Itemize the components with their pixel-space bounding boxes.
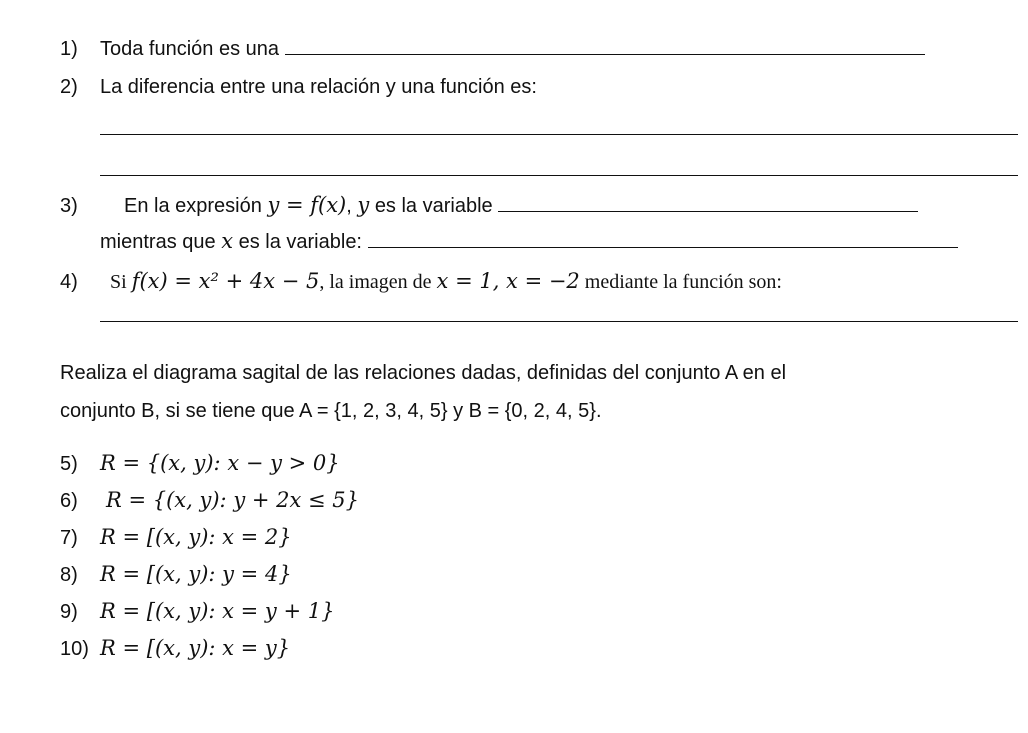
answer-blank[interactable]	[498, 193, 918, 212]
relation-number: 7)	[60, 527, 78, 549]
relation-item	[60, 450, 340, 477]
question-3	[60, 192, 918, 219]
relation-number: 5)	[60, 453, 78, 475]
answer-line[interactable]	[100, 175, 1018, 176]
question-text: ,	[346, 195, 352, 217]
answer-blank[interactable]	[368, 229, 958, 248]
relation-number: 9)	[60, 601, 78, 623]
relation-item	[60, 635, 290, 662]
question-1	[60, 36, 925, 62]
question-2	[60, 74, 537, 100]
answer-blank[interactable]	[285, 36, 925, 55]
math-variable: x	[221, 229, 234, 253]
question-text: es la variable	[374, 195, 493, 217]
relation-number: 10)	[60, 638, 89, 660]
relation-expression: R = [(x, y): x = 2}	[100, 525, 292, 549]
answer-line[interactable]	[100, 134, 1018, 135]
question-4	[60, 268, 782, 295]
question-text: La diferencia entre una relación y una función es:	[100, 76, 537, 98]
relation-expression: R = [(x, y): x = y}	[100, 636, 291, 660]
question-text: es la variable:	[238, 231, 362, 253]
question-number: 3)	[60, 195, 78, 217]
relation-number: 6)	[60, 490, 78, 512]
question-text: En la expresión	[124, 195, 262, 217]
question-3-line-2	[100, 228, 958, 255]
math-expression: y = f(x)	[267, 193, 347, 217]
question-text: mediante la función son:	[584, 271, 782, 293]
question-number: 1)	[60, 38, 78, 60]
relation-expression: R = [(x, y): x = y + 1}	[100, 599, 335, 623]
question-number: 2)	[60, 76, 78, 98]
question-number: 4)	[60, 271, 78, 293]
math-variable: y	[357, 193, 370, 217]
question-text: Si	[110, 271, 127, 293]
relation-expression: R = [(x, y): y = 4}	[100, 562, 292, 586]
answer-line[interactable]	[100, 321, 1018, 322]
instructions-line-1: Realiza el diagrama sagital de las relaciones dadas, definidas del conjunto A en el	[60, 362, 787, 384]
relation-item	[60, 524, 292, 551]
relation-expression: R = {(x, y): y + 2x ≤ 5}	[106, 488, 359, 512]
math-values: x = 1, x = −2	[436, 269, 580, 293]
instructions-line-2: conjunto B, si se tiene que A = {1, 2, 3, 4, 5} y B = {0, 2, 4, 5}.	[60, 400, 602, 422]
question-text: mientras que	[100, 231, 216, 253]
relation-item	[60, 598, 334, 625]
relation-item	[60, 561, 292, 588]
relation-expression: R = {(x, y): x − y > 0}	[100, 451, 340, 475]
math-function: f(x) = x² + 4x − 5	[131, 269, 320, 293]
relation-number: 8)	[60, 564, 78, 586]
question-text: , la imagen de	[319, 271, 432, 293]
relation-item	[60, 487, 359, 514]
question-text: Toda función es una	[100, 38, 280, 60]
